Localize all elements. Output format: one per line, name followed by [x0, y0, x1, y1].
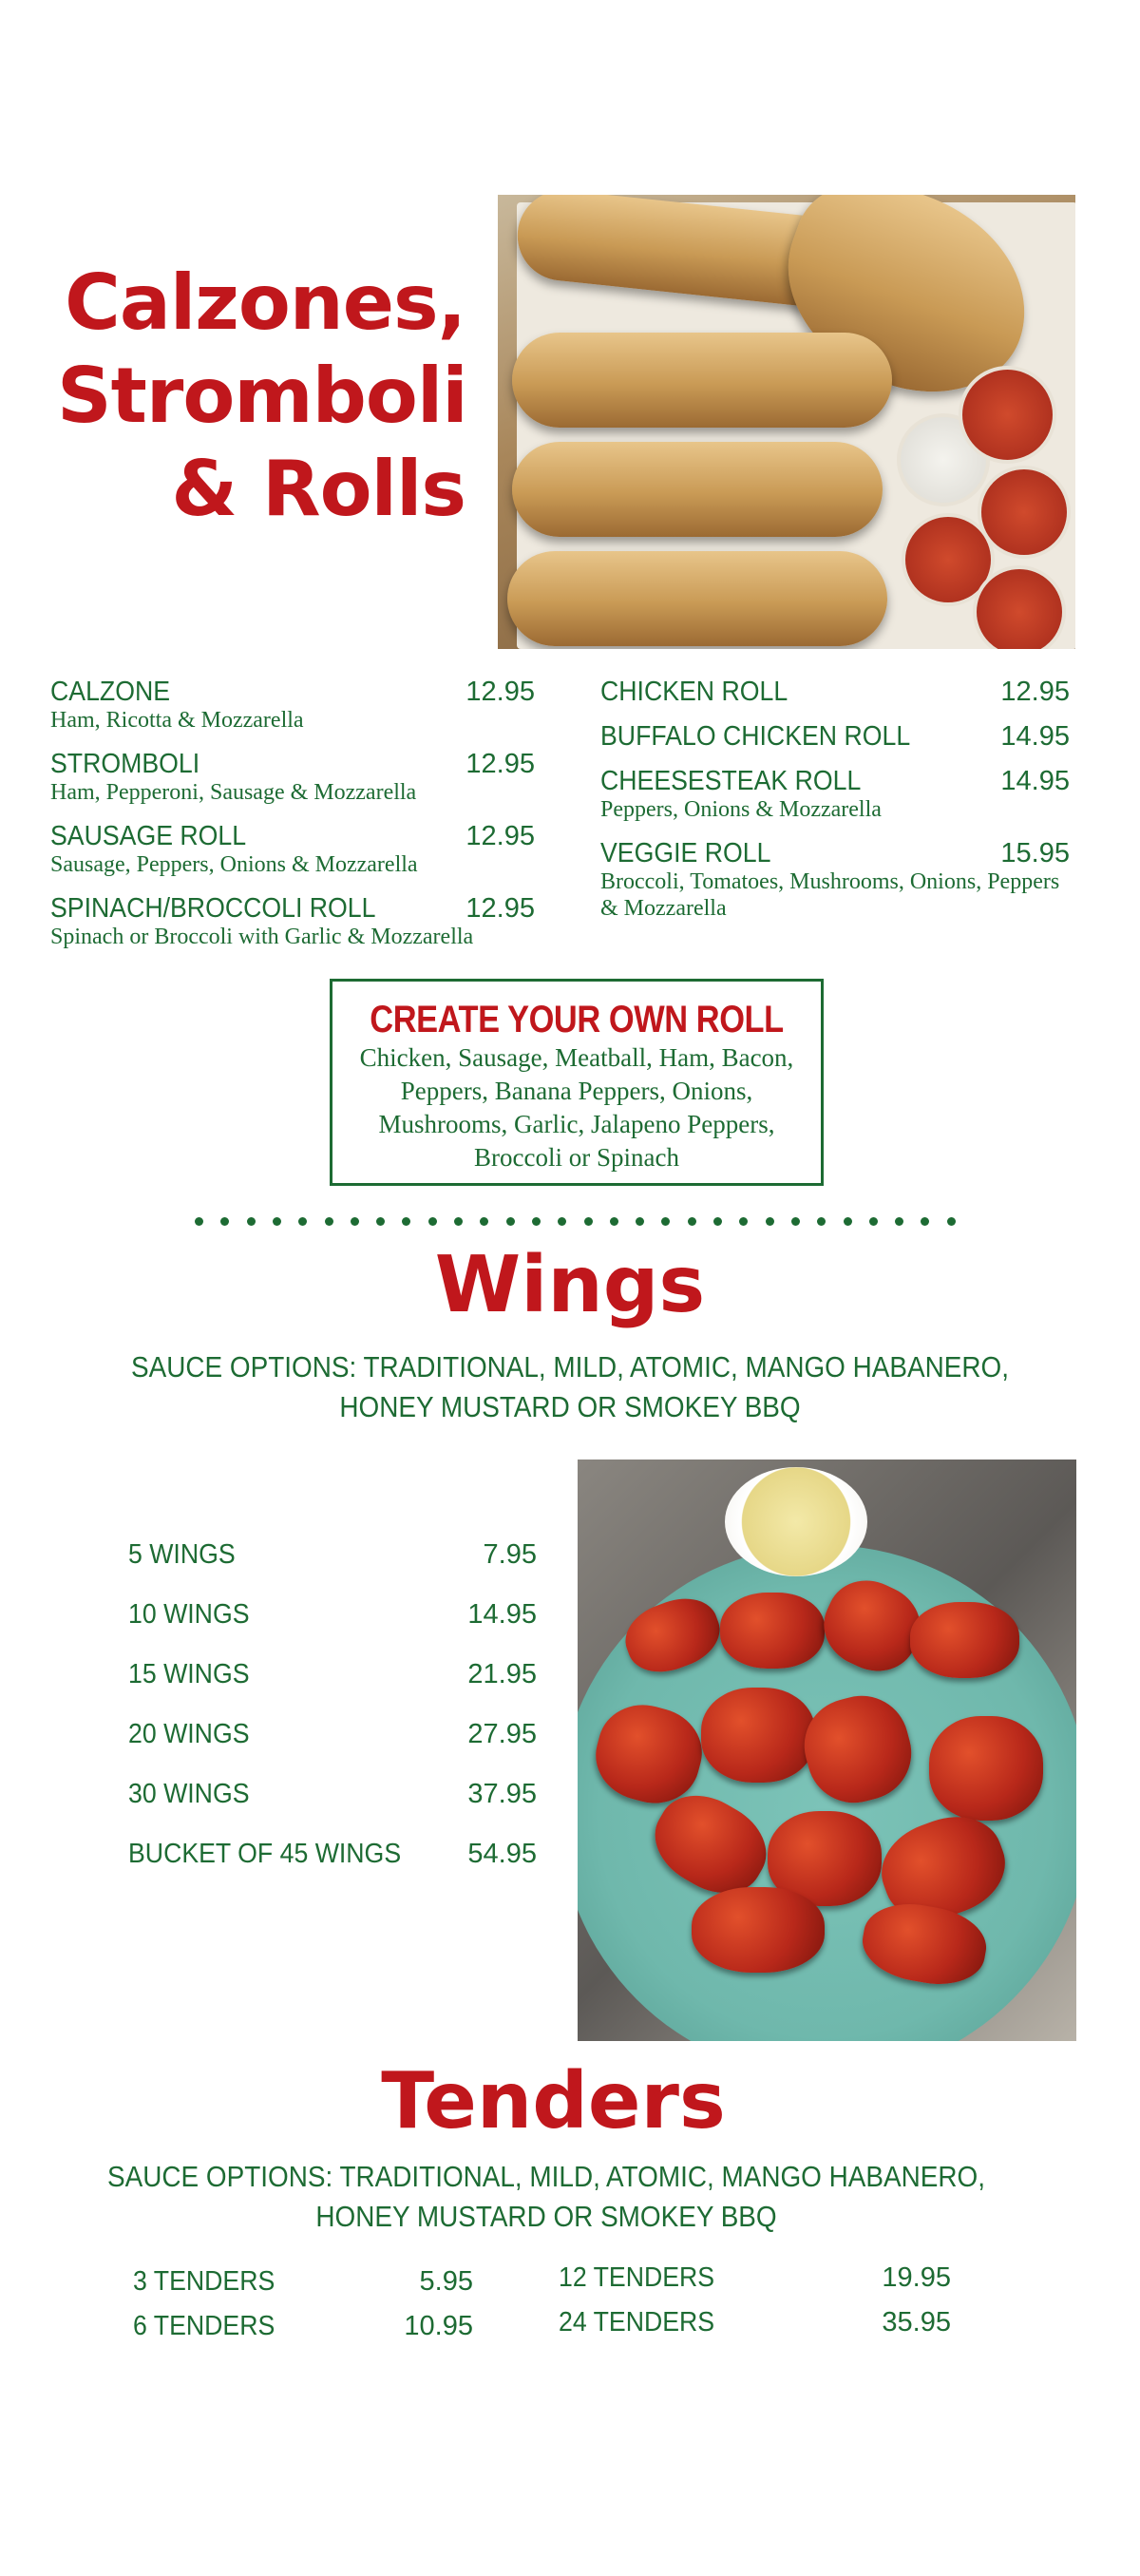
item-name: 12 TENDERS [559, 2262, 715, 2293]
divider-dot [661, 1217, 670, 1226]
item-name: 15 WINGS [128, 1659, 250, 1689]
sauce-line: SAUCE OPTIONS: TRADITIONAL, MILD, ATOMIC, MANGO HABANERO, [107, 2160, 985, 2193]
item-name: 20 WINGS [128, 1719, 250, 1749]
divider-dot [610, 1217, 618, 1226]
item-price: 14.95 [467, 1599, 537, 1630]
divider-dot [195, 1217, 203, 1226]
item-name: VEGGIE ROLL [600, 838, 771, 868]
menu-item [128, 1839, 537, 1899]
tenders-left-list [133, 2266, 473, 2356]
calzones-left-column [50, 677, 535, 965]
divider-dot [220, 1217, 229, 1226]
wings-title: Wings [434, 1240, 706, 1330]
calzones-title-line: Stromboli [57, 352, 467, 440]
item-price: 12.95 [1000, 677, 1070, 707]
item-desc: Ham, Pepperoni, Sausage & Mozzarella [50, 780, 417, 805]
item-price: 15.95 [1000, 838, 1070, 868]
item-name: CHEESESTEAK ROLL [600, 766, 862, 796]
divider-dot [273, 1217, 281, 1226]
item-price: 27.95 [467, 1719, 537, 1749]
menu-item [600, 766, 1070, 838]
menu-item [600, 677, 1070, 721]
item-price: 10.95 [404, 2311, 473, 2341]
wings-list [128, 1539, 537, 1899]
item-name: SAUSAGE ROLL [50, 821, 247, 851]
item-name: SPINACH/BROCCOLI ROLL [50, 893, 376, 924]
item-price: 7.95 [483, 1539, 537, 1570]
menu-item [128, 1719, 537, 1779]
wings-photo [578, 1460, 1076, 2041]
create-your-own-box [330, 979, 824, 1186]
item-price: 54.95 [467, 1839, 537, 1869]
tenders-title: Tenders [381, 2056, 726, 2147]
divider-dot [351, 1217, 359, 1226]
menu-item [133, 2266, 473, 2311]
divider-dot [480, 1217, 488, 1226]
divider-dot [428, 1217, 437, 1226]
divider-dot [688, 1217, 696, 1226]
menu-item [128, 1599, 537, 1659]
divider-dot [739, 1217, 748, 1226]
divider-dot [247, 1217, 256, 1226]
tenders-sauce-options [55, 2157, 1038, 2237]
item-price: 12.95 [466, 749, 535, 779]
sauce-line: HONEY MUSTARD OR SMOKEY BBQ [339, 1390, 801, 1423]
menu-item [128, 1539, 537, 1599]
item-price: 5.95 [419, 2266, 473, 2297]
divider-dot [817, 1217, 826, 1226]
divider-dot [402, 1217, 410, 1226]
divider-dot [376, 1217, 385, 1226]
menu-item [50, 677, 535, 749]
calzones-photo [498, 195, 1075, 649]
calzones-right-column [600, 677, 1070, 933]
divider-dot [947, 1217, 956, 1226]
menu-item [50, 749, 535, 821]
item-price: 14.95 [1000, 766, 1070, 796]
divider-dot [791, 1217, 800, 1226]
item-name: 30 WINGS [128, 1779, 250, 1809]
divider-dot [895, 1217, 903, 1226]
item-name: STROMBOLI [50, 749, 200, 779]
create-your-own-title: CREATE YOUR OWN ROLL [370, 999, 784, 1040]
item-price: 12.95 [466, 677, 535, 707]
divider-dot [766, 1217, 774, 1226]
item-price: 12.95 [466, 893, 535, 924]
item-name: 3 TENDERS [133, 2266, 276, 2297]
item-desc: Peppers, Onions & Mozzarella [600, 797, 882, 822]
item-name: 10 WINGS [128, 1599, 250, 1630]
sauce-line: SAUCE OPTIONS: TRADITIONAL, MILD, ATOMIC, MANGO HABANERO, [131, 1350, 1009, 1383]
item-desc: Sausage, Peppers, Onions & Mozzarella [50, 852, 418, 877]
item-name: 6 TENDERS [133, 2311, 276, 2341]
menu-item [50, 821, 535, 893]
menu-item [50, 893, 535, 965]
item-name: BUFFALO CHICKEN ROLL [600, 721, 911, 752]
divider-dot [869, 1217, 878, 1226]
divider-dot [558, 1217, 566, 1226]
item-desc: Spinach or Broccoli with Garlic & Mozzarella [50, 925, 474, 949]
menu-item [600, 838, 1070, 933]
calzones-title-line: Calzones, [65, 258, 466, 347]
item-price: 21.95 [467, 1659, 537, 1689]
item-price: 35.95 [882, 2307, 951, 2337]
divider-dot [713, 1217, 722, 1226]
item-price: 19.95 [882, 2262, 951, 2293]
divider-dot [298, 1217, 307, 1226]
menu-item [600, 721, 1070, 766]
item-name: BUCKET OF 45 WINGS [128, 1839, 402, 1869]
wings-sauce-options [57, 1347, 1083, 1427]
divider-dot [636, 1217, 644, 1226]
menu-item [128, 1659, 537, 1719]
menu-item [128, 1779, 537, 1839]
menu-item [559, 2307, 951, 2352]
calzones-title-line: & Rolls [171, 445, 466, 533]
dotted-divider [195, 1217, 955, 1227]
menu-item [559, 2262, 951, 2307]
divider-dot [921, 1217, 929, 1226]
tenders-right-list [559, 2262, 951, 2352]
menu-item [133, 2311, 473, 2356]
sauce-line: HONEY MUSTARD OR SMOKEY BBQ [315, 2200, 777, 2233]
item-name: CALZONE [50, 677, 171, 707]
item-price: 37.95 [467, 1779, 537, 1809]
divider-dot [844, 1217, 852, 1226]
create-your-own-toppings: Chicken, Sausage, Meatball, Ham, Bacon, Peppers, Banana Peppers, Onions, Mushrooms, Garlic, Jalapeno Peppers, Broccoli or Spinach [359, 1043, 794, 1172]
calzones-title [57, 257, 466, 536]
divider-dot [532, 1217, 541, 1226]
divider-dot [584, 1217, 593, 1226]
divider-dot [325, 1217, 333, 1226]
item-name: 24 TENDERS [559, 2307, 715, 2337]
item-desc: Ham, Ricotta & Mozzarella [50, 708, 304, 733]
divider-dot [506, 1217, 515, 1226]
item-desc: Broccoli, Tomatoes, Mushrooms, Onions, Peppers & Mozzarella [600, 869, 1060, 921]
item-name: 5 WINGS [128, 1539, 236, 1570]
item-name: CHICKEN ROLL [600, 677, 788, 707]
item-price: 12.95 [466, 821, 535, 851]
item-price: 14.95 [1000, 721, 1070, 752]
divider-dot [454, 1217, 463, 1226]
